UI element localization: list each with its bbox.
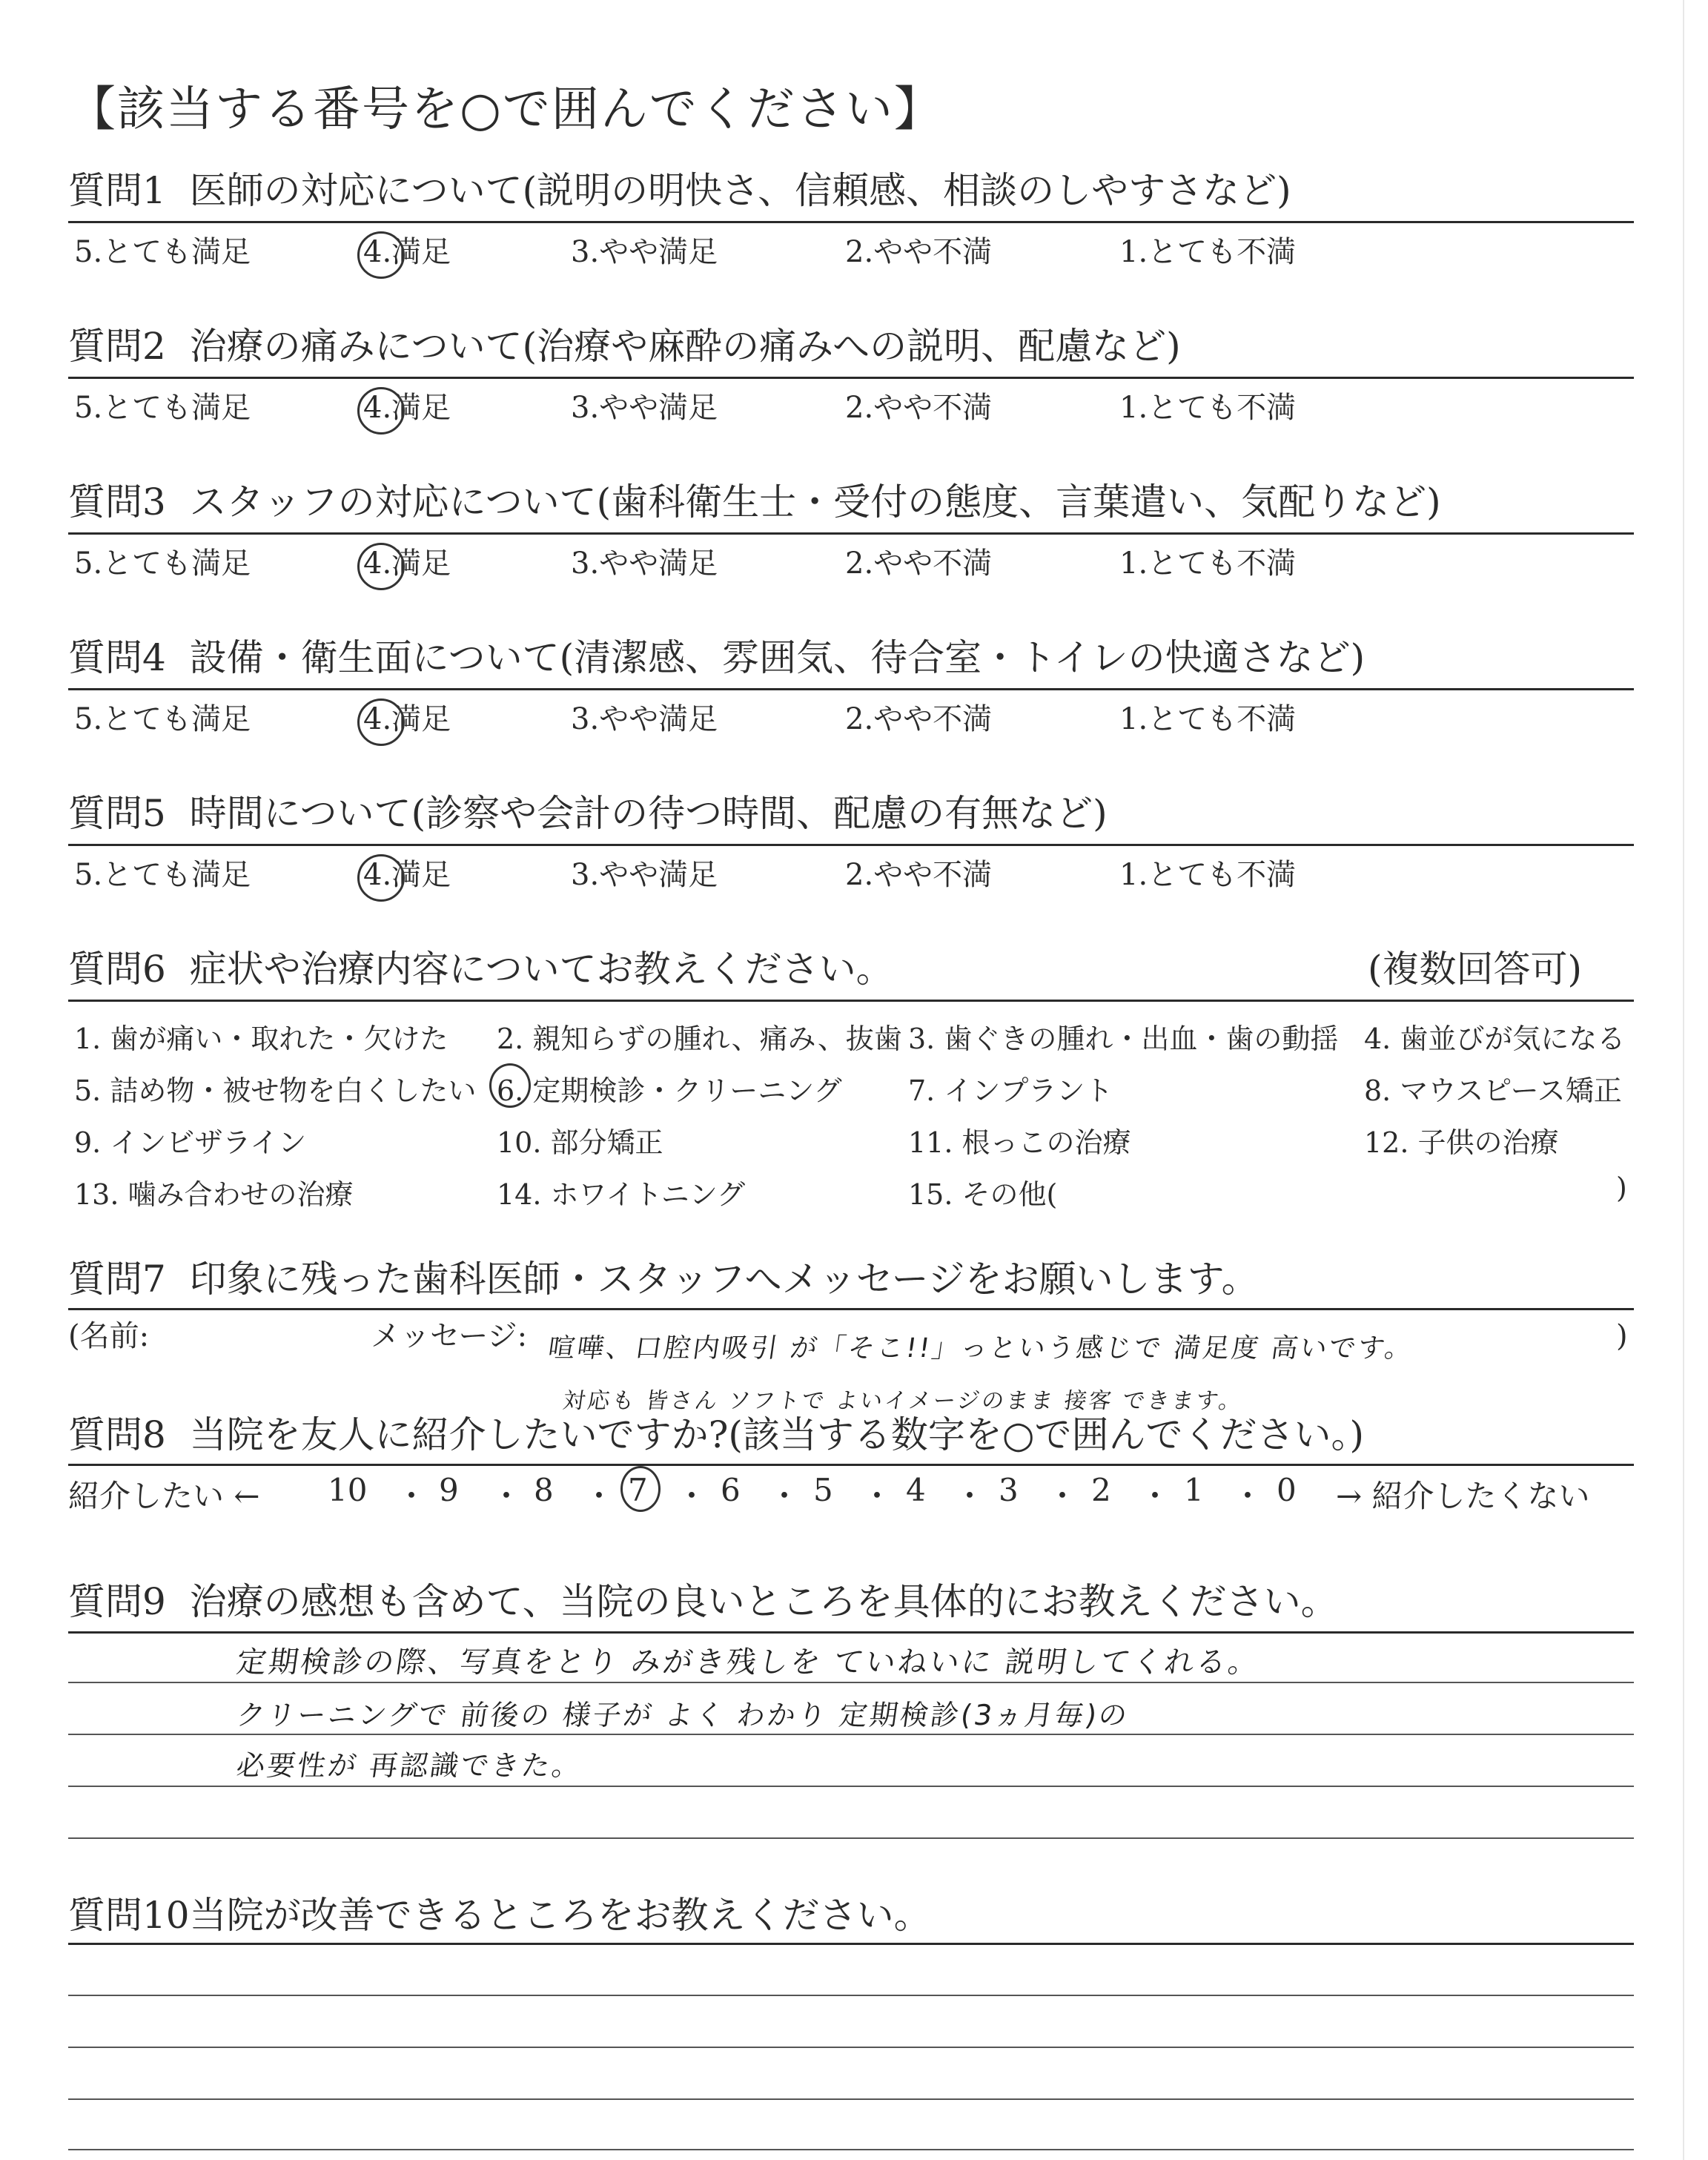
question-10-label: 質問10 (68, 1894, 190, 1937)
question-7 (68, 1258, 1632, 1301)
answer-line (68, 2098, 1634, 2100)
question-9 (68, 1580, 1632, 1623)
scale-1[interactable]: 1 (1184, 1472, 1204, 1508)
question-6-text: 症状や治療内容についてお教えください。 (189, 948, 893, 991)
question-8 (68, 1413, 1632, 1456)
option-5[interactable]: 5.とても満足 (74, 391, 251, 425)
option-5[interactable]: 5.とても満足 (74, 235, 251, 269)
q6-option-2[interactable]: 2. 親知らずの腫れ、痛み、抜歯 (497, 1023, 902, 1055)
q6-option-1[interactable]: 1. 歯が痛い・取れた・欠けた (74, 1023, 448, 1055)
divider (68, 844, 1634, 846)
scale-dot: ・ (491, 1478, 523, 1514)
divider (68, 1943, 1634, 1945)
selection-circle (357, 854, 405, 902)
question-3-text: スタッフの対応について(歯科衛生士・受付の態度、言葉遣い、気配りなど) (189, 480, 1441, 524)
q9-answer-line-3: 必要性が 再認識できた。 (234, 1749, 585, 1782)
question-4 (68, 636, 1632, 679)
option-5[interactable]: 5.とても満足 (74, 702, 251, 736)
option-3[interactable]: 3.やや満足 (571, 235, 718, 269)
scale-dot: ・ (1047, 1478, 1079, 1514)
scale-0[interactable]: 0 (1277, 1472, 1297, 1508)
selection-circle (357, 543, 405, 590)
question-7-heading (68, 1258, 1632, 1301)
option-3[interactable]: 3.やや満足 (571, 391, 718, 425)
question-4-text: 設備・衛生面について(清潔感、雰囲気、待合室・トイレの快適さなど) (189, 636, 1366, 679)
option-2[interactable]: 2.やや不満 (845, 858, 993, 892)
divider (68, 1464, 1634, 1466)
option-3[interactable]: 3.やや満足 (571, 702, 718, 736)
scale-dot: ・ (769, 1478, 801, 1514)
q7-close-paren: ) (1616, 1319, 1628, 1353)
scale-dot: ・ (861, 1478, 893, 1514)
option-3[interactable]: 3.やや満足 (571, 858, 718, 892)
question-5 (68, 792, 1632, 835)
scale-dot: ・ (954, 1478, 986, 1514)
scale-dot: ・ (396, 1478, 428, 1514)
q6-option-8[interactable]: 8. マウスピース矯正 (1364, 1074, 1622, 1107)
question-9-text: 治療の感想も含めて、当院の良いところを具体的にお教えください。 (189, 1580, 1338, 1623)
question-2-heading (68, 325, 1632, 368)
option-4-selected[interactable]: 4.満足 (363, 549, 451, 578)
q6-option-12[interactable]: 12. 子供の治療 (1364, 1126, 1559, 1159)
question-10-text: 当院が改善できるところをお教えください。 (189, 1894, 931, 1937)
selection-circle (357, 698, 405, 746)
option-4-selected[interactable]: 4.満足 (363, 237, 451, 267)
question-5-text: 時間について(診察や会計の待つ時間、配慮の有無など) (189, 792, 1108, 835)
scale-6[interactable]: 6 (721, 1472, 741, 1508)
q6-other-close-paren: ) (1616, 1172, 1627, 1204)
scale-dot: ・ (1232, 1478, 1264, 1514)
option-4-selected[interactable]: 4.満足 (363, 393, 451, 423)
scale-10[interactable]: 10 (328, 1472, 368, 1508)
question-5-label: 質問5 (68, 792, 166, 835)
question-4-label: 質問4 (68, 636, 166, 679)
scale-3[interactable]: 3 (999, 1472, 1019, 1508)
question-8-label: 質問8 (68, 1413, 166, 1456)
option-1[interactable]: 1.とても不満 (1119, 702, 1297, 736)
option-1[interactable]: 1.とても不満 (1119, 546, 1297, 581)
question-3 (68, 480, 1632, 524)
selection-circle (489, 1063, 531, 1108)
question-3-label: 質問3 (68, 480, 166, 524)
scale-right-label: → 紹介したくない (1336, 1478, 1590, 1514)
question-1 (68, 169, 1632, 212)
divider (68, 377, 1634, 379)
option-2[interactable]: 2.やや不満 (845, 391, 993, 425)
divider (68, 221, 1634, 223)
scale-dot: ・ (1139, 1478, 1171, 1514)
question-10-heading (68, 1894, 1632, 1937)
q7-message-line-2: 対応も 皆さん ソフトで よいイメージのまま 接客 できます。 (561, 1388, 1245, 1414)
scan-edge (1683, 0, 1684, 2160)
scale-5[interactable]: 5 (813, 1472, 833, 1508)
question-9-heading (68, 1580, 1632, 1623)
option-5[interactable]: 5.とても満足 (74, 858, 251, 892)
question-1-text: 医師の対応について(説明の明快さ、信頼感、相談のしやすさなど) (189, 169, 1291, 212)
q6-option-11[interactable]: 11. 根っこの治療 (908, 1126, 1131, 1159)
question-2-label: 質問2 (68, 325, 166, 368)
option-2[interactable]: 2.やや不満 (845, 546, 993, 581)
question-9-label: 質問9 (68, 1580, 166, 1623)
q6-option-13[interactable]: 13. 噛み合わせの治療 (74, 1178, 354, 1211)
question-7-text: 印象に残った歯科医師・スタッフへメッセージをお願いします。 (189, 1258, 1259, 1301)
option-4-selected[interactable]: 4.満足 (363, 704, 451, 734)
q7-message-line-1: 喧嘩、口腔内吸引 が「そこ!!」っという感じで 満足度 高いです。 (546, 1333, 1416, 1364)
option-1[interactable]: 1.とても不満 (1119, 235, 1297, 269)
option-2[interactable]: 2.やや不満 (845, 235, 993, 269)
q7-name-label: (名前: (68, 1319, 150, 1353)
question-2 (68, 325, 1632, 368)
q6-option-15[interactable]: 15. その他( (908, 1178, 1058, 1211)
option-4-selected[interactable]: 4.満足 (363, 860, 451, 890)
question-8-text: 当院を友人に紹介したいですか?(該当する数字を○で囲んでください。) (189, 1413, 1365, 1456)
question-10 (68, 1894, 1632, 1937)
question-7-label: 質問7 (68, 1258, 166, 1301)
scale-8[interactable]: 8 (534, 1472, 554, 1508)
q7-message-label: メッセージ: (371, 1319, 528, 1353)
divider (68, 532, 1634, 535)
scale-2[interactable]: 2 (1091, 1472, 1111, 1508)
question-1-label: 質問1 (68, 169, 166, 212)
divider (68, 688, 1634, 690)
q9-answer-line-2: クリーニングで 前後の 様子が よく わかり 定期検診(3ヵ月毎)の (234, 1699, 1132, 1731)
page-title: 【該当する番号を○で囲んでください】 (68, 82, 943, 137)
scale-9[interactable]: 9 (439, 1472, 459, 1508)
answer-line (68, 1734, 1634, 1735)
scale-dot: ・ (583, 1478, 615, 1514)
q6-option-9[interactable]: 9. インビザライン (74, 1126, 307, 1159)
question-5-heading (68, 792, 1632, 835)
q9-answer-line-1: 定期検診の際、写真をとり みがき残しを ていねいに 説明してくれる。 (234, 1645, 1262, 1680)
question-4-heading (68, 636, 1632, 679)
answer-line (68, 1995, 1634, 1996)
option-2[interactable]: 2.やや不満 (845, 702, 993, 736)
q6-option-4[interactable]: 4. 歯並びが気になる (1364, 1023, 1626, 1055)
option-1[interactable]: 1.とても不満 (1119, 858, 1297, 892)
q6-option-7[interactable]: 7. インプラント (908, 1074, 1113, 1107)
divider (68, 1631, 1634, 1634)
survey-page: 【該当する番号を○で囲んでください】 質問1 医師の対応について(説明の明快さ、信頼感、相談のしやすさなど) 5.とても満足 4.満足 3.やや満足 2.やや不満 1.とても不満 質問2 治療の痛みについて(治療や麻酔の痛みへの説明、配慮など) 5.とても満足 4.満足 3.やや満足 2.やや不満 1.とても不満 質問3 スタッフの対応について(歯科衛生士・受付の態度、言葉遣い、気配りなど) 5.とても満足 4.満足 3.やや満足 2.やや不満 1.とても不満 質問4 設備・衛生面について(清潔感、雰囲気、待合室・トイレの快適さなど) 5.とても満足 4.満足 3.やや満足 2.やや不満 1.とても不満 質問5 時間について(診察や会計の待つ時間、配慮の有無など) 5.とても満足 4.満足 3.やや満足 2.やや不満 1.とても不満 質問6 症状や治療内容についてお教えください。 (複数回答可) 1. 歯が痛い・取れた・欠けた 2. 親知らずの腫れ、痛み、抜歯 3. 歯ぐきの腫れ・出血・歯の動揺 4. 歯並びが気になる 5. 詰め物・被せ物を白くしたい 6. 定期検診・クリーニング 7. インプラント 8. マウスピース矯正 9. インビザライン 10. 部分矯正 11. 根っこの治療 12. 子供の治療 13. 噛み合わせの治療 14. ホワイトニング 15. その他( ) 質問7 印象に残った歯科医師・スタッフへメッセージをお願いします。 (名前: メッセージ: ) 喧嘩、口腔内吸引 が「そこ!!」っという感じで 満足度 高いです。 対応も 皆さん ソフトで よいイメージのまま 接客 できます。 質問8 当院を友人に紹介したいですか?(該当する数字を○で囲んでください。) 紹介したい ← 10 ・ 9 ・ 8 ・ 7 ・ 6 ・ 5 ・ 4 ・ 3 ・ 2 ・ 1 ・ 0 → 紹介したくない 質問9 治療の感想も含めて、当院の良いところを具体的にお教えください。 定期検診の際、写真をとり みがき残しを ていねいに 説明してくれる。 クリーニングで 前後の 様子が よく わかり 定期検診(3ヵ月毎)の 必要性が 再認識できた。 質問10当院が改善できるところをお教えください。 (0, 0, 1708, 2160)
q6-option-14[interactable]: 14. ホワイトニング (497, 1178, 746, 1211)
q6-option-3[interactable]: 3. 歯ぐきの腫れ・出血・歯の動揺 (908, 1023, 1339, 1055)
scale-4[interactable]: 4 (906, 1472, 926, 1508)
answer-line (68, 2047, 1634, 2048)
question-8-heading (68, 1413, 1632, 1456)
scale-dot: ・ (676, 1478, 708, 1514)
multiple-answer-note: (複数回答可) (1368, 948, 1583, 991)
option-1[interactable]: 1.とても不満 (1119, 391, 1297, 425)
divider (68, 1308, 1634, 1310)
selection-circle (357, 231, 405, 279)
answer-line (68, 2149, 1634, 2150)
q6-option-5[interactable]: 5. 詰め物・被せ物を白くしたい (74, 1074, 477, 1107)
question-1-heading (68, 169, 1632, 212)
answer-line (68, 1682, 1634, 1683)
option-3[interactable]: 3.やや満足 (571, 546, 718, 581)
q6-option-6-selected[interactable]: 6. 定期検診・クリーニング (497, 1068, 842, 1109)
answer-line (68, 1837, 1634, 1839)
answer-line (68, 1786, 1634, 1787)
question-3-heading (68, 480, 1632, 524)
option-5[interactable]: 5.とても満足 (74, 546, 251, 581)
divider (68, 1000, 1634, 1002)
selection-circle (357, 387, 405, 435)
scale-left-label: 紹介したい ← (68, 1478, 260, 1514)
question-6-label: 質問6 (68, 948, 166, 991)
question-2-text: 治療の痛みについて(治療や麻酔の痛みへの説明、配慮など) (189, 325, 1181, 368)
q6-option-10[interactable]: 10. 部分矯正 (497, 1126, 663, 1159)
